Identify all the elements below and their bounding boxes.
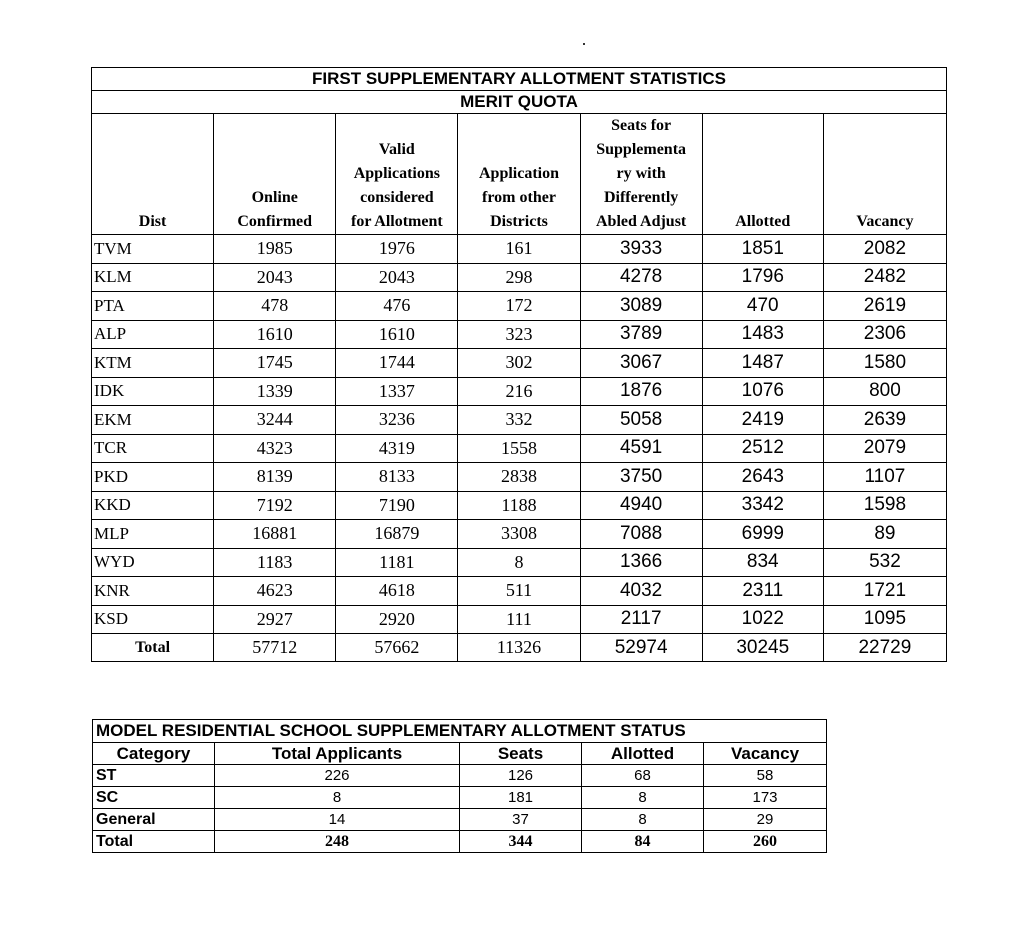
online-confirmed-value: 4323 xyxy=(214,434,336,463)
valid-applications-value: 16879 xyxy=(336,520,458,549)
district-name: KTM xyxy=(92,349,214,378)
merit-header-row xyxy=(92,114,947,235)
vacancy-value: 2306 xyxy=(823,320,946,349)
vacancy-value: 1598 xyxy=(823,491,946,520)
valid-applications-value: 8133 xyxy=(336,463,458,492)
other-districts-value: 302 xyxy=(458,349,580,378)
seats-value: 3089 xyxy=(580,292,702,321)
allotted-value: 1487 xyxy=(702,349,823,378)
seats-value: 4032 xyxy=(580,577,702,606)
valid-applications-value: 4319 xyxy=(336,434,458,463)
online-confirmed-value: 8139 xyxy=(214,463,336,492)
header-valid-applications: Valid Applications considered for Allotment xyxy=(336,114,458,235)
vacancy-value: 2619 xyxy=(823,292,946,321)
vacancy-value: 532 xyxy=(823,548,946,577)
seats-value: 3067 xyxy=(580,349,702,378)
stray-dot xyxy=(583,43,585,45)
seats-value: 3933 xyxy=(580,235,702,264)
district-name: PKD xyxy=(92,463,214,492)
valid-applications-value: 1610 xyxy=(336,320,458,349)
total-allotted: 30245 xyxy=(702,634,823,662)
district-row xyxy=(92,292,947,321)
mrs-title: MODEL RESIDENTIAL SCHOOL SUPPLEMENTARY ALLOTMENT STATUS xyxy=(93,720,827,743)
allotted-value: 2643 xyxy=(702,463,823,492)
vacancy-value: 2082 xyxy=(823,235,946,264)
other-districts-value: 111 xyxy=(458,605,580,634)
other-districts-value: 332 xyxy=(458,406,580,435)
valid-applications-value: 2920 xyxy=(336,605,458,634)
allotted-value: 1483 xyxy=(702,320,823,349)
other-districts-value: 511 xyxy=(458,577,580,606)
vacancy-value: 89 xyxy=(823,520,946,549)
total-vacancy: 22729 xyxy=(823,634,946,662)
district-row xyxy=(92,406,947,435)
total-seats: 52974 xyxy=(580,634,702,662)
allotted-value: 6999 xyxy=(702,520,823,549)
total-valid: 57662 xyxy=(336,634,458,662)
merit-title-1: FIRST SUPPLEMENTARY ALLOTMENT STATISTICS xyxy=(92,68,947,91)
online-confirmed-value: 3244 xyxy=(214,406,336,435)
category-name: SC xyxy=(93,787,215,809)
allotted-value: 2512 xyxy=(702,434,823,463)
mrs-seats-value: 126 xyxy=(460,765,582,787)
district-name: TCR xyxy=(92,434,214,463)
mrs-vacancy-value: 29 xyxy=(704,809,827,831)
vacancy-value: 1095 xyxy=(823,605,946,634)
online-confirmed-value: 2043 xyxy=(214,263,336,292)
category-row xyxy=(93,809,827,831)
other-districts-value: 216 xyxy=(458,377,580,406)
header-online-confirmed: Online Confirmed xyxy=(214,114,336,235)
total-online: 57712 xyxy=(214,634,336,662)
other-districts-value: 8 xyxy=(458,548,580,577)
district-name: PTA xyxy=(92,292,214,321)
vacancy-value: 1107 xyxy=(823,463,946,492)
allotted-value: 2311 xyxy=(702,577,823,606)
applicants-value: 14 xyxy=(215,809,460,831)
online-confirmed-value: 4623 xyxy=(214,577,336,606)
valid-applications-value: 1337 xyxy=(336,377,458,406)
seats-value: 4940 xyxy=(580,491,702,520)
allotted-value: 1022 xyxy=(702,605,823,634)
allotted-value: 470 xyxy=(702,292,823,321)
allotted-value: 834 xyxy=(702,548,823,577)
online-confirmed-value: 7192 xyxy=(214,491,336,520)
district-row xyxy=(92,548,947,577)
online-confirmed-value: 1183 xyxy=(214,548,336,577)
vacancy-value: 800 xyxy=(823,377,946,406)
vacancy-value: 1580 xyxy=(823,349,946,378)
online-confirmed-value: 1339 xyxy=(214,377,336,406)
valid-applications-value: 3236 xyxy=(336,406,458,435)
seats-value: 5058 xyxy=(580,406,702,435)
allotted-value: 1076 xyxy=(702,377,823,406)
category-row xyxy=(93,765,827,787)
district-row xyxy=(92,377,947,406)
header-vacancy: Vacancy xyxy=(823,114,946,235)
merit-quota-table xyxy=(91,67,947,662)
merit-title-2: MERIT QUOTA xyxy=(92,91,947,114)
district-name: KNR xyxy=(92,577,214,606)
seats-value: 7088 xyxy=(580,520,702,549)
merit-total-row xyxy=(92,634,947,662)
district-name: TVM xyxy=(92,235,214,264)
allotted-value: 3342 xyxy=(702,491,823,520)
seats-value: 4591 xyxy=(580,434,702,463)
online-confirmed-value: 1610 xyxy=(214,320,336,349)
seats-value: 1366 xyxy=(580,548,702,577)
mrs-seats-value: 37 xyxy=(460,809,582,831)
other-districts-value: 1558 xyxy=(458,434,580,463)
category-row xyxy=(93,787,827,809)
mrs-total-allotted: 84 xyxy=(582,831,704,853)
mrs-total-label: Total xyxy=(93,831,215,853)
category-name: General xyxy=(93,809,215,831)
district-name: IDK xyxy=(92,377,214,406)
valid-applications-value: 1744 xyxy=(336,349,458,378)
vacancy-value: 2079 xyxy=(823,434,946,463)
seats-value: 1876 xyxy=(580,377,702,406)
district-row xyxy=(92,320,947,349)
other-districts-value: 172 xyxy=(458,292,580,321)
online-confirmed-value: 16881 xyxy=(214,520,336,549)
valid-applications-value: 2043 xyxy=(336,263,458,292)
district-name: EKM xyxy=(92,406,214,435)
valid-applications-value: 476 xyxy=(336,292,458,321)
seats-value: 2117 xyxy=(580,605,702,634)
mrs-seats-value: 181 xyxy=(460,787,582,809)
district-row xyxy=(92,349,947,378)
applicants-value: 226 xyxy=(215,765,460,787)
district-name: MLP xyxy=(92,520,214,549)
district-row xyxy=(92,491,947,520)
allotted-value: 1796 xyxy=(702,263,823,292)
other-districts-value: 298 xyxy=(458,263,580,292)
district-row xyxy=(92,263,947,292)
vacancy-value: 1721 xyxy=(823,577,946,606)
mrs-allotted-value: 8 xyxy=(582,809,704,831)
valid-applications-value: 1976 xyxy=(336,235,458,264)
header-allotted: Allotted xyxy=(702,114,823,235)
district-name: ALP xyxy=(92,320,214,349)
district-row xyxy=(92,520,947,549)
other-districts-value: 323 xyxy=(458,320,580,349)
mrs-header-seats: Seats xyxy=(460,743,582,765)
allotted-value: 2419 xyxy=(702,406,823,435)
mrs-total-applicants: 248 xyxy=(215,831,460,853)
district-name: KLM xyxy=(92,263,214,292)
district-name: KKD xyxy=(92,491,214,520)
mrs-header-category: Category xyxy=(93,743,215,765)
mrs-header-row xyxy=(93,743,827,765)
vacancy-value: 2482 xyxy=(823,263,946,292)
district-row xyxy=(92,235,947,264)
online-confirmed-value: 478 xyxy=(214,292,336,321)
district-row xyxy=(92,605,947,634)
mrs-total-row xyxy=(93,831,827,853)
header-other-districts: Application from other Districts xyxy=(458,114,580,235)
applicants-value: 8 xyxy=(215,787,460,809)
other-districts-value: 1188 xyxy=(458,491,580,520)
valid-applications-value: 4618 xyxy=(336,577,458,606)
total-other: 11326 xyxy=(458,634,580,662)
mrs-total-seats: 344 xyxy=(460,831,582,853)
other-districts-value: 3308 xyxy=(458,520,580,549)
header-dist: Dist xyxy=(92,114,214,235)
mrs-allotted-value: 68 xyxy=(582,765,704,787)
seats-value: 3789 xyxy=(580,320,702,349)
district-row xyxy=(92,577,947,606)
valid-applications-value: 7190 xyxy=(336,491,458,520)
total-label: Total xyxy=(92,634,214,662)
mrs-vacancy-value: 58 xyxy=(704,765,827,787)
other-districts-value: 161 xyxy=(458,235,580,264)
seats-value: 3750 xyxy=(580,463,702,492)
online-confirmed-value: 1985 xyxy=(214,235,336,264)
district-name: KSD xyxy=(92,605,214,634)
category-name: ST xyxy=(93,765,215,787)
mrs-header-applicants: Total Applicants xyxy=(215,743,460,765)
mrs-total-vacancy: 260 xyxy=(704,831,827,853)
mrs-allotted-value: 8 xyxy=(582,787,704,809)
online-confirmed-value: 2927 xyxy=(214,605,336,634)
online-confirmed-value: 1745 xyxy=(214,349,336,378)
mrs-header-vacancy: Vacancy xyxy=(704,743,827,765)
district-row xyxy=(92,463,947,492)
header-seats: Seats for Supplementa ry with Differently Abled Adjust xyxy=(580,114,702,235)
other-districts-value: 2838 xyxy=(458,463,580,492)
model-residential-table xyxy=(92,719,827,853)
allotted-value: 1851 xyxy=(702,235,823,264)
vacancy-value: 2639 xyxy=(823,406,946,435)
district-name: WYD xyxy=(92,548,214,577)
district-row xyxy=(92,434,947,463)
seats-value: 4278 xyxy=(580,263,702,292)
valid-applications-value: 1181 xyxy=(336,548,458,577)
mrs-vacancy-value: 173 xyxy=(704,787,827,809)
mrs-header-allotted: Allotted xyxy=(582,743,704,765)
